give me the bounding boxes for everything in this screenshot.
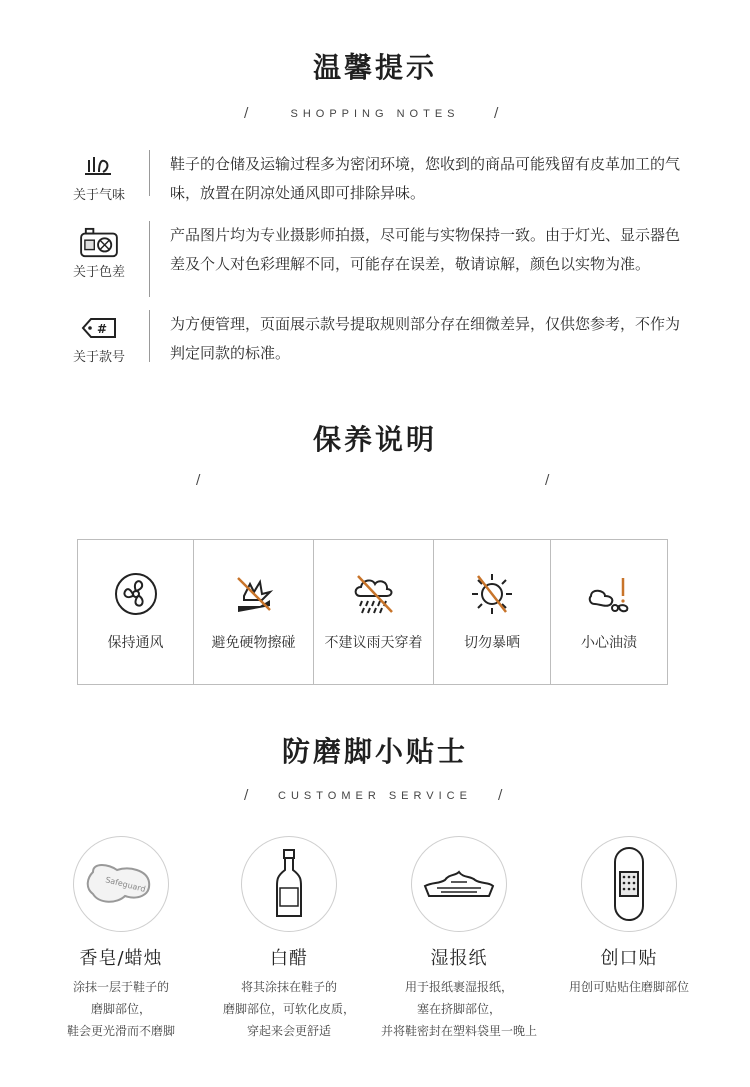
care-label: 不建议雨天穿着 <box>324 635 423 651</box>
subtitle-slash-left: / <box>244 106 249 121</box>
care-grid <box>77 539 668 685</box>
no-rain-icon <box>350 570 398 618</box>
shopping-notes-subtitle: SHOPPING NOTES <box>290 108 460 120</box>
no-hard-object-icon <box>230 570 278 618</box>
note-color-diff <box>60 221 700 299</box>
note-icon-wrap <box>60 312 138 365</box>
subtitle-slash-left: / <box>244 788 249 803</box>
tip-soap <box>36 836 206 1042</box>
tip-title: 创口贴 <box>600 948 658 969</box>
care-title: 保养说明 <box>312 423 437 456</box>
note-label: 关于气味 <box>72 188 125 203</box>
note-smell <box>60 150 700 203</box>
tip-desc: 用创可贴贴住磨脚部位 <box>568 980 689 994</box>
care-item-oil-stain <box>551 540 667 684</box>
bandage-icon <box>609 846 649 922</box>
note-style-number <box>60 310 700 365</box>
care-item-no-hard-object <box>194 540 314 684</box>
svg-text:#: # <box>97 322 108 336</box>
tag-icon <box>79 312 119 344</box>
tip-circle <box>411 836 507 932</box>
subtitle-slash-right: / <box>498 788 503 803</box>
note-icon-wrap <box>60 150 138 203</box>
smell-icon <box>79 150 119 182</box>
tip-circle <box>73 836 169 932</box>
no-sun-icon <box>468 570 516 618</box>
care-item-no-sun <box>434 540 551 684</box>
tip-circle <box>581 836 677 932</box>
tip-desc: 将其涂抹在鞋子的 磨脚部位，可软化皮质， 穿起来会更舒适 <box>222 980 355 1038</box>
care-item-ventilate <box>78 540 194 684</box>
care-slash-right: / <box>545 473 550 488</box>
note-divider <box>149 221 150 297</box>
note-icon-wrap <box>60 227 138 280</box>
tip-title: 湿报纸 <box>430 948 488 969</box>
tips-subtitle: CUSTOMER SERVICE <box>278 790 472 802</box>
note-text: 为方便管理，页面展示款号提取规则部分存在细微差异，仅供您参考，不作为判定同款的标准。 <box>170 315 681 362</box>
care-label: 切勿暴晒 <box>464 635 520 651</box>
care-slash-left: / <box>196 473 201 488</box>
note-divider <box>149 310 150 362</box>
fan-icon <box>112 570 160 618</box>
care-label: 小心油渍 <box>581 635 637 651</box>
camera-icon <box>77 227 121 259</box>
tip-vinegar <box>204 836 374 1042</box>
care-item-no-rain <box>314 540 434 684</box>
oil-stain-icon <box>585 570 633 618</box>
care-label: 避免硬物擦碰 <box>211 635 296 651</box>
soap-icon <box>81 854 161 914</box>
vinegar-bottle-icon <box>269 848 309 920</box>
note-text: 鞋子的仓储及运输过程多为密闭环境，您收到的商品可能残留有皮革加工的气味，放置在阴凉处通风即可排除异味。 <box>170 155 681 202</box>
tip-title: 白醋 <box>270 948 308 969</box>
tip-desc: 用于报纸裹湿报纸， 塞在挤脚部位， 并将鞋密封在塑料袋里一晚上 <box>380 980 537 1038</box>
care-label: 保持通风 <box>107 635 164 651</box>
note-label: 关于色差 <box>72 265 125 280</box>
tip-circle <box>241 836 337 932</box>
svg-text:Safeguard: Safeguard <box>104 875 147 894</box>
shopping-notes-title: 温馨提示 <box>312 51 437 84</box>
tip-desc: 涂抹一层于鞋子的 磨脚部位， 鞋会更光滑而不磨脚 <box>66 980 175 1038</box>
subtitle-slash-right: / <box>494 106 499 121</box>
wet-newspaper-icon <box>419 864 499 904</box>
tip-title: 香皂/蜡烛 <box>79 948 163 969</box>
note-text: 产品图片均为专业摄影师拍摄，尽可能与实物保持一致。由于灯光、显示器色差及个人对色彩理解不同，可能存在误差，敬请谅解，颜色以实物为准。 <box>170 226 681 273</box>
tip-bandage <box>544 836 714 998</box>
tips-title: 防磨脚小贴士 <box>281 735 468 768</box>
note-divider <box>149 150 150 196</box>
note-label: 关于款号 <box>72 350 125 365</box>
tip-wet-newspaper <box>374 836 544 1042</box>
